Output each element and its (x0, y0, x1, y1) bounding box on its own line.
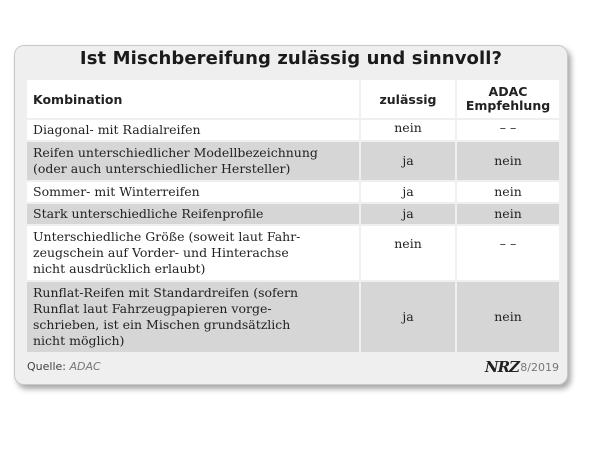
header-combination: Kombination (27, 80, 361, 118)
row-label-line: Sommer- mit Winterreifen (33, 184, 200, 199)
row-label-line: nicht ausdrücklich erlaubt) (33, 261, 206, 276)
table-row (27, 282, 559, 352)
row-label-line: schrieben, ist ein Mischen grundsätzlich (33, 317, 291, 332)
row-label-line: Reifen unterschiedlicher Modellbezeichnung (33, 145, 318, 160)
row-label-line: nicht möglich) (33, 333, 125, 348)
row-label-line: Diagonal- mit Radialreifen (33, 122, 201, 137)
table-row (27, 120, 559, 140)
header-allowed: zulässig (361, 80, 457, 118)
row-label-line: Runflat-Reifen mit Standardreifen (sofern (33, 285, 299, 300)
table-row (27, 204, 559, 224)
row-label-line: zeugschein auf Vorder- und Hinterachse (33, 245, 289, 260)
row-recommendation: nein (457, 204, 559, 224)
row-label-line: (oder auch unterschiedlicher Hersteller) (33, 161, 291, 176)
header-adac-recommendation (457, 80, 559, 118)
table-row (27, 226, 559, 280)
header-adac-line1: ADAC (488, 84, 528, 99)
row-label (27, 120, 361, 140)
row-label (27, 204, 361, 224)
row-allowed: ja (361, 182, 457, 202)
table-title: Ist Mischbereifung zulässig und sinnvoll? (79, 48, 503, 69)
row-recommendation: nein (457, 282, 559, 352)
row-allowed: nein (361, 120, 457, 140)
row-recommendation: – – (457, 226, 559, 280)
row-label-line: Stark unterschiedliche Reifenprofile (33, 206, 264, 221)
row-label (27, 282, 361, 352)
comparison-table (27, 78, 559, 354)
row-label-line: Unterschiedliche Größe (soweit laut Fahr- (33, 229, 301, 244)
source-footer (27, 360, 559, 378)
infographic-card (14, 45, 568, 385)
header-adac-line2: Empfehlung (465, 98, 551, 113)
row-recommendation: nein (457, 182, 559, 202)
row-allowed: ja (361, 282, 457, 352)
source-value: ADAC (69, 360, 101, 373)
row-label-line: Runflat laut Fahrzeugpapieren vorge- (33, 301, 272, 316)
row-allowed: ja (361, 142, 457, 180)
row-label (27, 226, 361, 280)
row-allowed: ja (361, 204, 457, 224)
publication-date: 8/2019 (520, 361, 559, 374)
row-recommendation: nein (457, 142, 559, 180)
source-label: Quelle: (27, 360, 66, 373)
row-label (27, 182, 361, 202)
nrz-logo: NRZ (484, 358, 519, 376)
row-label (27, 142, 361, 180)
table-row (27, 182, 559, 202)
row-recommendation: – – (457, 120, 559, 140)
table-row (27, 142, 559, 180)
row-allowed: nein (361, 226, 457, 280)
